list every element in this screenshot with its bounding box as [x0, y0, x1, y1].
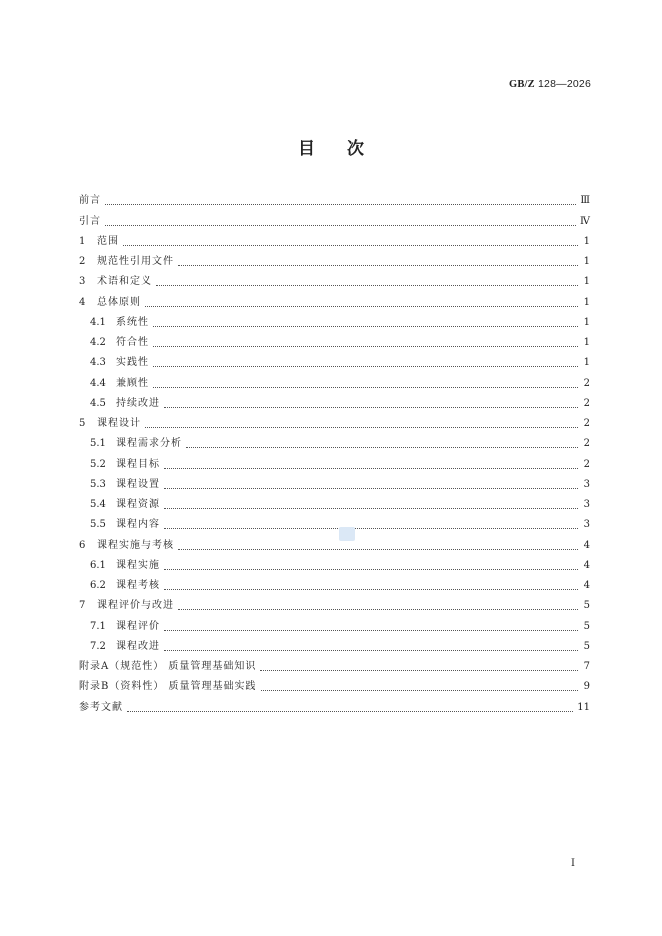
toc-entry-page: 3 — [583, 478, 590, 490]
toc-entry-number: 6 — [79, 539, 86, 551]
toc-entry-label: 附录B（资料性） 质量管理基础实践 — [79, 681, 257, 693]
toc-entry-label: 附录A（规范性） 质量管理基础知识 — [79, 661, 257, 672]
table-of-contents — [79, 188, 590, 715]
toc-entry[interactable] — [79, 654, 590, 674]
toc-entry[interactable] — [79, 553, 590, 573]
toc-leader-dots — [178, 265, 578, 266]
watermark-mark — [339, 527, 355, 541]
toc-leader-dots — [261, 690, 578, 691]
page-number: Ⅰ — [571, 858, 575, 869]
toc-entry[interactable] — [79, 411, 590, 431]
toc-entry-label: 课程设置 — [116, 478, 160, 490]
toc-entry-label: 规范性引用文件 — [97, 256, 174, 267]
toc-entry[interactable] — [79, 674, 590, 694]
standard-prefix: GB/Z — [508, 79, 535, 90]
toc-entry[interactable] — [79, 269, 590, 289]
toc-entry-number: 7.1 — [90, 620, 106, 632]
toc-leader-dots — [153, 346, 578, 347]
toc-entry[interactable] — [79, 694, 590, 714]
toc-entry-page: Ⅳ — [580, 215, 590, 227]
toc-entry-number: 7.2 — [90, 640, 106, 652]
toc-entry-label: 引言 — [79, 215, 101, 227]
toc-entry-label: 课程改进 — [116, 640, 160, 652]
toc-entry-page: 1 — [583, 235, 590, 247]
toc-leader-dots — [127, 711, 573, 712]
toc-entry-number: 4.2 — [90, 337, 106, 348]
toc-entry-page: 5 — [583, 600, 590, 612]
toc-entry-label: 课程评价 — [116, 620, 160, 632]
toc-entry-page: 5 — [583, 620, 590, 632]
toc-entry-label: 范围 — [97, 235, 119, 247]
toc-entry-page: 2 — [583, 377, 590, 389]
toc-leader-dots — [153, 387, 578, 388]
toc-entry-page: Ⅲ — [580, 195, 590, 207]
toc-entry[interactable] — [79, 451, 590, 471]
toc-entry-number: 6.1 — [90, 559, 106, 571]
toc-leader-dots — [156, 285, 578, 286]
toc-leader-dots — [260, 670, 578, 671]
toc-leader-dots — [153, 326, 578, 327]
toc-entry-number: 5.3 — [90, 478, 106, 490]
toc-entry-page: 3 — [583, 499, 590, 510]
toc-entry-page: 11 — [577, 701, 590, 713]
toc-entry[interactable] — [79, 593, 590, 613]
toc-leader-dots — [153, 366, 578, 367]
toc-entry[interactable] — [79, 249, 590, 269]
toc-entry-label: 持续改进 — [116, 397, 160, 409]
toc-leader-dots — [105, 204, 576, 205]
toc-entry[interactable] — [79, 330, 590, 350]
toc-entry[interactable] — [79, 634, 590, 654]
toc-entry-number: 5.5 — [90, 519, 106, 531]
toc-entry-page: 1 — [583, 256, 590, 267]
toc-entry[interactable] — [79, 370, 590, 390]
toc-entry-label: 课程内容 — [116, 519, 160, 531]
toc-leader-dots — [164, 569, 578, 570]
toc-entry[interactable] — [79, 350, 590, 370]
toc-entry-number: 4.3 — [90, 357, 106, 369]
page-title: 目次 — [298, 139, 396, 159]
toc-entry-label: 总体原则 — [97, 296, 141, 308]
toc-entry[interactable] — [79, 613, 590, 633]
toc-leader-dots — [164, 589, 578, 590]
toc-entry-number: 6.2 — [90, 580, 106, 591]
toc-entry-label: 术语和定义 — [97, 276, 152, 288]
toc-leader-dots — [105, 225, 576, 226]
toc-entry-number: 5.1 — [90, 438, 106, 450]
toc-entry[interactable] — [79, 310, 590, 330]
toc-entry-label: 课程需求分析 — [116, 438, 182, 450]
toc-entry-label: 系统性 — [116, 316, 149, 328]
toc-entry-label: 实践性 — [116, 357, 149, 369]
toc-entry-page: 2 — [583, 397, 590, 409]
toc-leader-dots — [145, 427, 578, 428]
toc-entry-label: 课程资源 — [116, 499, 160, 510]
toc-entry-label: 兼顾性 — [116, 377, 149, 389]
toc-entry-label: 课程实施 — [116, 559, 160, 571]
toc-entry-page: 2 — [583, 438, 590, 450]
toc-entry-number: 7 — [79, 600, 86, 612]
toc-entry-number: 4 — [79, 296, 86, 308]
toc-entry-label: 课程目标 — [116, 458, 160, 470]
toc-entry-number: 4.4 — [90, 377, 106, 389]
toc-entry-page: 4 — [583, 539, 590, 551]
toc-entry[interactable] — [79, 188, 590, 208]
toc-entry[interactable] — [79, 229, 590, 249]
toc-entry[interactable] — [79, 573, 590, 593]
toc-entry-page: 3 — [583, 519, 590, 531]
toc-leader-dots — [164, 630, 578, 631]
toc-leader-dots — [178, 549, 578, 550]
toc-entry-page: 4 — [583, 559, 590, 571]
toc-entry-number: 5.2 — [90, 458, 106, 470]
toc-entry-page: 4 — [583, 580, 590, 591]
toc-entry-label: 前言 — [79, 195, 101, 207]
toc-entry-label: 课程设计 — [97, 418, 141, 429]
toc-entry[interactable] — [79, 391, 590, 411]
toc-entry-page: 1 — [583, 276, 590, 288]
toc-entry-label: 课程考核 — [116, 580, 160, 591]
toc-entry[interactable] — [79, 492, 590, 512]
toc-entry-label: 课程评价与改进 — [97, 600, 174, 612]
toc-entry-page: 2 — [583, 418, 590, 429]
toc-leader-dots — [186, 447, 578, 448]
toc-entry-number: 5.4 — [90, 499, 106, 510]
toc-entry-page: 9 — [583, 681, 590, 693]
toc-entry[interactable] — [79, 472, 590, 492]
toc-entry-page: 2 — [583, 458, 590, 470]
standard-code — [509, 78, 591, 90]
standard-number: 128—2026 — [534, 78, 591, 90]
toc-leader-dots — [164, 528, 578, 529]
toc-entry[interactable] — [79, 431, 590, 451]
toc-entry-label: 符合性 — [116, 337, 149, 348]
toc-leader-dots — [164, 508, 578, 509]
toc-entry-number: 1 — [79, 235, 86, 247]
toc-entry-number: 3 — [79, 276, 86, 288]
toc-leader-dots — [164, 488, 578, 489]
toc-entry-page: 7 — [583, 661, 590, 672]
toc-entry[interactable] — [79, 289, 590, 309]
toc-entry-page: 1 — [583, 337, 590, 348]
toc-entry-label: 参考文献 — [79, 701, 123, 713]
toc-entry-page: 1 — [583, 357, 590, 369]
toc-entry-number: 4.5 — [90, 397, 106, 409]
toc-leader-dots — [164, 468, 578, 469]
toc-entry-number: 2 — [79, 256, 86, 267]
toc-entry-page: 5 — [583, 640, 590, 652]
toc-entry-number: 4.1 — [90, 316, 106, 328]
toc-entry[interactable] — [79, 512, 590, 532]
toc-entry[interactable] — [79, 532, 590, 552]
toc-entry-page: 1 — [583, 316, 590, 328]
toc-leader-dots — [164, 407, 578, 408]
toc-leader-dots — [178, 609, 578, 610]
toc-leader-dots — [145, 306, 578, 307]
toc-entry[interactable] — [79, 208, 590, 228]
toc-leader-dots — [164, 650, 578, 651]
toc-leader-dots — [123, 245, 578, 246]
toc-entry-number: 5 — [79, 418, 86, 429]
toc-entry-page: 1 — [583, 296, 590, 308]
toc-entry-label: 课程实施与考核 — [97, 539, 174, 551]
